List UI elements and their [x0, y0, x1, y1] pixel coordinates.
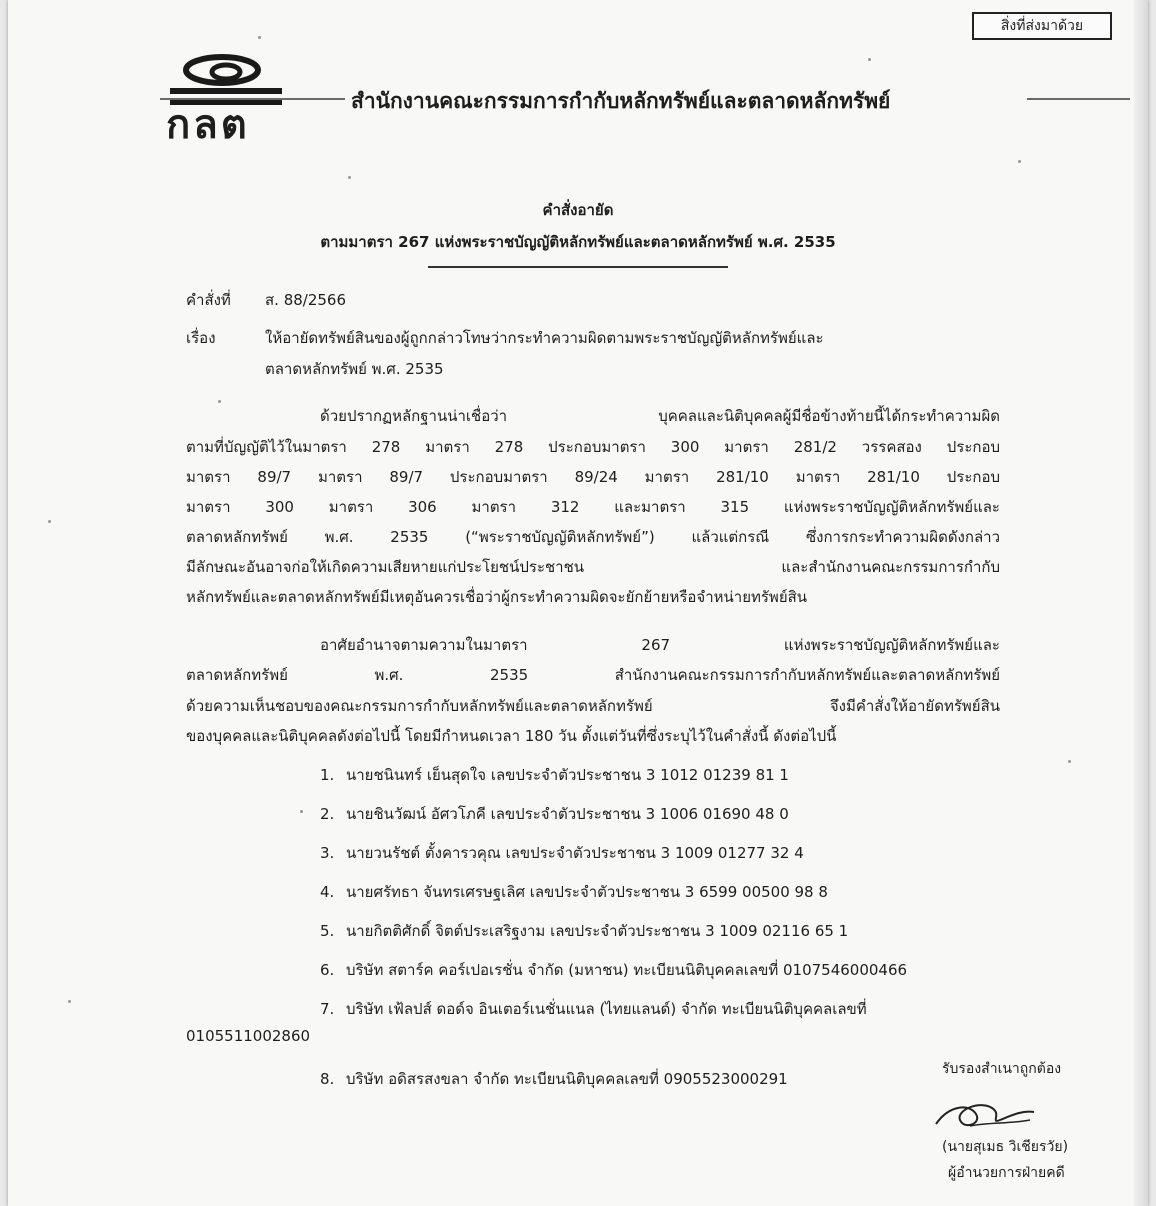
document-subtitle: ตามมาตรา 267 แห่งพระราชบัญญัติหลักทรัพย์และตลาดหลักทรัพย์ พ.ศ. 2535 [320, 233, 836, 251]
subject-line-1: ให้อายัดทรัพย์สินของผู้ถูกกล่าวโทษว่ากระทำความผิดตามพระราชบัญญัติหลักทรัพย์และ [265, 329, 824, 347]
page-edge [1134, 0, 1148, 1206]
subject-label: เรื่อง [186, 329, 216, 347]
paragraph1-line: มีลักษณะอันอาจก่อให้เกิดความเสียหายแก่ประโยชน์ประชาชน และสำนักงานคณะกรรมการกำกับ [186, 558, 1000, 576]
list-item: 6. บริษัท สตาร์ค คอร์เปอเรชั่น จำกัด (มหาชน) ทะเบียนนิติบุคคลเลขที่ 0107546000466 [320, 961, 908, 979]
paragraph1-line: ด้วยปรากฏหลักฐานน่าเชื่อว่า บุคคลและนิติบุคคลผู้มีชื่อข้างท้ายนี้ได้กระทำความผิด [320, 407, 1000, 425]
order-number-label: คำสั่งที่ [186, 291, 231, 309]
paragraph2-line: อาศัยอำนาจตามความในมาตรา 267 แห่งพระราชบัญญัติหลักทรัพย์และ [320, 636, 1000, 654]
list-item: 8. บริษัท อดิสรสงขลา จำกัด ทะเบียนนิติบุคคลเลขที่ 0905523000291 [320, 1070, 788, 1088]
order-number-value: ส. 88/2566 [265, 291, 347, 309]
list-item: 7. บริษัท เฟ้ลปส์ ดอด์จ อินเตอร์เนชั่นแนล (ไทยแลนด์) จำกัด ทะเบียนนิติบุคคลเลขที่ [320, 1000, 867, 1018]
paragraph2-line: ตลาดหลักทรัพย์ พ.ศ. 2535 สำนักงานคณะกรรมการกำกับหลักทรัพย์และตลาดหลักทรัพย์ [186, 666, 1000, 684]
document-title: คำสั่งอายัด [542, 201, 614, 219]
list-item: 2. นายชินวัฒน์ อัศวโภคี เลขประจำตัวประชาชน 3 1006 01690 48 0 [320, 805, 789, 823]
list-item: 5. นายกิตติศักดิ์ จิตต์ประเสริฐงาม เลขประจำตัวประชาชน 3 1009 02116 65 1 [320, 922, 849, 940]
title-underline [428, 266, 728, 268]
enclosure-tag: สิ่งที่ส่งมาด้วย [972, 12, 1112, 40]
agency-name: สำนักงานคณะกรรมการกำกับหลักทรัพย์และตลาดหลักทรัพย์ [345, 85, 1027, 118]
signer-position: ผู้อำนวยการฝ่ายคดี [948, 1165, 1065, 1181]
signature-icon [930, 1090, 1040, 1140]
paragraph1-line: มาตรา 89/7 มาตรา 89/7 ประกอบมาตรา 89/24 มาตรา 281/10 มาตรา 281/10 ประกอบ [186, 468, 1000, 486]
paragraph1-line: มาตรา 300 มาตรา 306 มาตรา 312 และมาตรา 315 แห่งพระราชบัญญัติหลักทรัพย์และ [186, 498, 1000, 516]
list-item: 1. นายชนินทร์ เย็นสุดใจ เลขประจำตัวประชาชน 3 1012 01239 81 1 [320, 766, 789, 784]
certification-text: รับรองสำเนาถูกต้อง [942, 1061, 1062, 1077]
paragraph1-line: หลักทรัพย์และตลาดหลักทรัพย์มีเหตุอันควรเชื่อว่าผู้กระทำความผิดจะยักย้ายหรือจำหน่ายทรัพย์สิน [186, 588, 808, 606]
list-item: 4. นายศรัทธา จันทรเศรษฐเลิศ เลขประจำตัวประชาชน 3 6599 00500 98 8 [320, 883, 828, 901]
logo-text: กลต [166, 102, 250, 148]
list-item: 3. นายวนรัชต์ ตั้งคารวคุณ เลขประจำตัวประชาชน 3 1009 01277 32 4 [320, 844, 804, 862]
list-item-continuation: 0105511002860 [186, 1027, 311, 1045]
subject-line-2: ตลาดหลักทรัพย์ พ.ศ. 2535 [265, 360, 444, 378]
paragraph1-line: ตามที่บัญญัติไว้ในมาตรา 278 มาตรา 278 ประกอบมาตรา 300 มาตรา 281/2 วรรคสอง ประกอบ [186, 438, 1000, 456]
paragraph2-line: ด้วยความเห็นชอบของคณะกรรมการกำกับหลักทรัพย์และตลาดหลักทรัพย์ จึงมีคำสั่งให้อายัดทรัพย์สิน [186, 697, 1000, 715]
paragraph2-line: ของบุคคลและนิติบุคคลดังต่อไปนี้ โดยมีกำหนดเวลา 180 วัน ตั้งแต่วันที่ซึ่งระบุไว้ในคำสั่งนี้ ดังต่อไปนี้ [186, 727, 837, 745]
signer-name: (นายสุเมธ วิเชียรวัย) [942, 1139, 1069, 1155]
paragraph1-line: ตลาดหลักทรัพย์ พ.ศ. 2535 (“พระราชบัญญัติหลักทรัพย์”) แล้วแต่กรณี ซึ่งการกระทำความผิดดังกล่าว [186, 528, 1000, 546]
